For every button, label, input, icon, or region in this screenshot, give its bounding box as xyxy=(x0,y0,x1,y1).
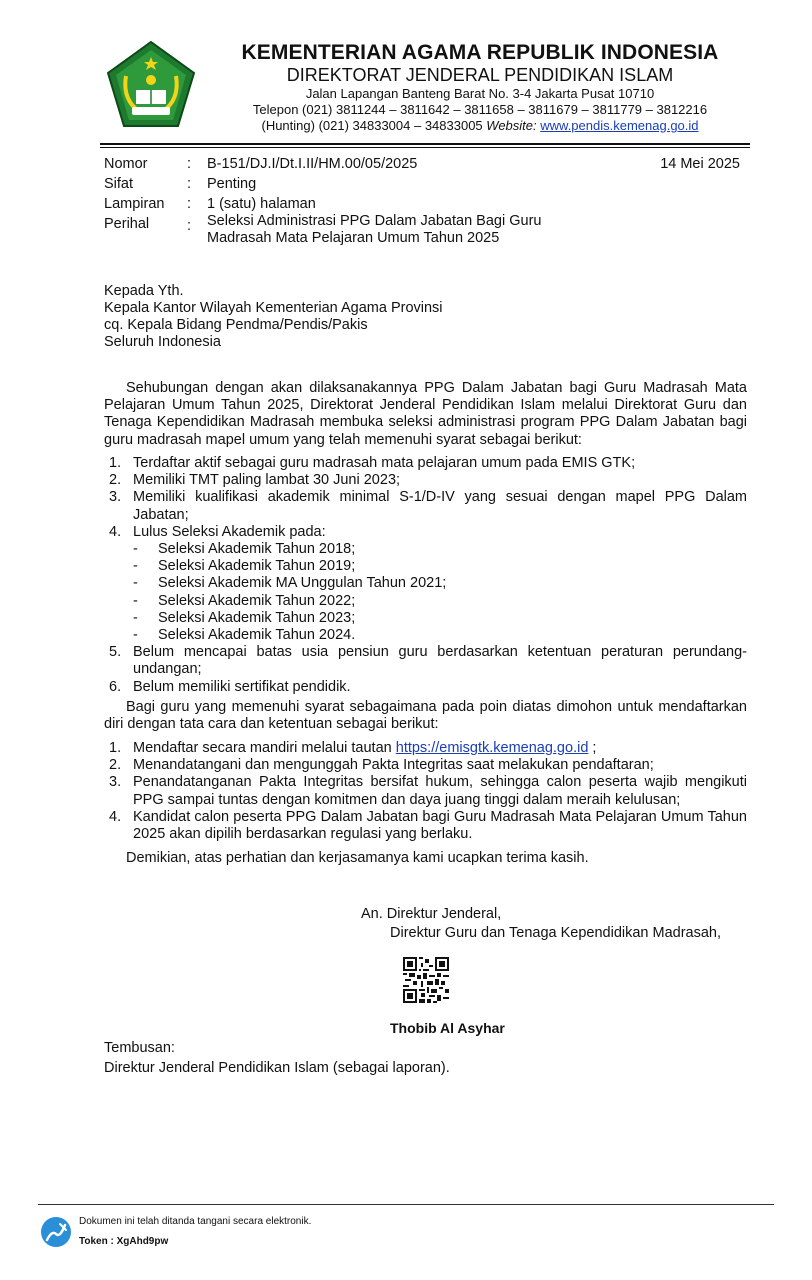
lampiran-colon: : xyxy=(187,196,192,212)
signatory-name: Thobib Al Asyhar xyxy=(390,1020,505,1036)
directorate-name: DIREKTORAT JENDERAL PENDIDIKAN ISLAM xyxy=(286,65,674,85)
qr-code xyxy=(403,957,449,1003)
e-signature-note: Dokumen ini telah ditanda tangani secara elektronik. xyxy=(79,1216,312,1227)
list-text: Memiliki kualifikasi akademik minimal S-1/D-IV yang sesuai dengan mapel PPG Dalam Jabatan; xyxy=(133,489,747,523)
nomor-label: Nomor xyxy=(104,156,148,172)
header-rule-thick xyxy=(100,143,750,145)
list-item xyxy=(109,644,747,678)
list-number: 6. xyxy=(109,678,122,695)
lampiran-value: 1 (satu) halaman xyxy=(207,196,316,212)
sifat-colon: : xyxy=(187,176,192,192)
list-number: 5. xyxy=(109,644,122,661)
website-link[interactable]: www.pendis.kemenag.go.id xyxy=(540,118,699,133)
list-dash: - xyxy=(133,575,138,592)
sifat-value: Penting xyxy=(207,176,257,192)
sub-list-text: Seleksi Akademik Tahun 2022; xyxy=(158,592,356,609)
list-text: Penandatanganan Pakta Integritas bersifat hukum, sehingga calon peserta wajib mengikuti PPG sampai tuntas dengan komitmen dan daya juang tinggi dalam meraih kelulusan; xyxy=(133,774,747,808)
list-text: Terdaftar aktif sebagai guru madrasah mata pelajaran umum pada EMIS GTK; xyxy=(133,455,636,471)
phone-line: Telepon (021) 3811244 – 3811642 – 3811658 – 3811679 – 3811779 – 3812216 xyxy=(252,102,708,117)
sub-list xyxy=(133,541,747,644)
registration-paragraph: Bagi guru yang memenuhi syarat sebagaimana pada poin diatas dimohon untuk mendaftarkan diri dengan tata cara dan ketentuan sebagai berikut: xyxy=(104,699,747,733)
hunting-line xyxy=(200,118,760,133)
list-number: 3. xyxy=(109,774,122,791)
emisgtk-link[interactable]: https://emisgtk.kemenag.go.id xyxy=(395,740,589,756)
intro-paragraph: Sehubungan dengan akan dilaksanakannya PPG Dalam Jabatan bagi Guru Madrasah Mata Pelajaran Umum Tahun 2025, Direktorat Jenderal Pendidikan Islam melalui Direktorat Guru dan Tenaga Kependidikan Madrasah membuka seleksi administrasi program PPG Dalam Jabatan bagi guru madrasah mapel umum yang telah memenuhi syarat sebagai berikut: xyxy=(104,380,747,448)
closing-sentence: Demikian, atas perhatian dan kerjasamanya kami ucapkan terima kasih. xyxy=(126,850,589,866)
steps-list xyxy=(109,740,747,843)
recipient-line-4: Seluruh Indonesia xyxy=(104,334,221,350)
list-item xyxy=(109,472,747,489)
perihal-line-2: Madrasah Mata Pelajaran Umum Tahun 2025 xyxy=(207,230,500,246)
list-dash: - xyxy=(133,592,138,609)
sub-list-item xyxy=(133,541,747,558)
sifat-label: Sifat xyxy=(104,176,134,192)
list-text: Lulus Seleksi Akademik pada: xyxy=(133,523,326,540)
sub-list-item xyxy=(133,609,747,627)
list-text: Mendaftar secara mandiri melalui tautan xyxy=(133,740,392,756)
list-text: Menandatangani dan mengunggah Pakta Integritas saat melakukan pendaftaran; xyxy=(133,757,654,774)
list-text: Belum memiliki sertifikat pendidik. xyxy=(133,678,351,695)
list-item xyxy=(109,523,747,541)
hunting-numbers: (Hunting) (021) 34833004 – 34833005 xyxy=(261,118,483,133)
recipient-line-1: Kepada Yth. xyxy=(104,283,184,299)
nomor-value: B-151/DJ.I/Dt.I.II/HM.00/05/2025 xyxy=(207,156,418,172)
list-item xyxy=(109,678,747,696)
ministry-name: KEMENTERIAN AGAMA REPUBLIK INDONESIA xyxy=(241,41,719,64)
signatory-position: Direktur Guru dan Tenaga Kependidikan Madrasah, xyxy=(390,925,722,941)
list-dash: - xyxy=(133,541,138,558)
list-dash: - xyxy=(133,558,138,575)
sub-list-item xyxy=(133,558,747,575)
list-item xyxy=(109,455,747,472)
nomor-colon: : xyxy=(187,156,192,172)
header-rule-thin xyxy=(100,147,750,148)
list-number: 4. xyxy=(109,808,122,825)
token-text: Token : XgAhd9pw xyxy=(79,1236,169,1247)
sub-list-text: Seleksi Akademik Tahun 2019; xyxy=(158,558,356,575)
recipient-line-2: Kepala Kantor Wilayah Kementerian Agama Provinsi xyxy=(104,300,443,316)
list-item xyxy=(109,757,747,774)
e-signature-icon xyxy=(40,1216,72,1248)
list-text: Kandidat calon peserta PPG Dalam Jabatan bagi Guru Madrasah Mata Pelajaran Umum Tahun 2025 akan dipilih berdasarkan regulasi yang berlaku. xyxy=(133,808,747,843)
list-number: 2. xyxy=(109,472,122,489)
cc-label: Tembusan: xyxy=(104,1040,175,1056)
footer-rule xyxy=(38,1204,774,1205)
kemenag-logo xyxy=(104,40,198,130)
list-item xyxy=(109,808,747,843)
list-item xyxy=(109,774,747,808)
letter-date: 14 Mei 2025 xyxy=(660,156,740,172)
lampiran-label: Lampiran xyxy=(104,196,165,212)
sub-list-item xyxy=(133,575,747,592)
requirements-list xyxy=(109,455,747,696)
perihal-label: Perihal xyxy=(104,216,150,232)
sub-list-item xyxy=(133,592,747,610)
list-dash: - xyxy=(133,609,138,626)
list-text-end: ; xyxy=(592,740,597,756)
sub-list-text: Seleksi Akademik Tahun 2024. xyxy=(158,627,356,644)
perihal-colon: : xyxy=(187,218,192,234)
sub-list-item xyxy=(133,627,747,644)
list-text: Belum mencapai batas usia pensiun guru berdasarkan ketentuan peraturan perundang-undangan; xyxy=(133,644,747,678)
sub-list-text: Seleksi Akademik Tahun 2018; xyxy=(158,541,356,558)
list-item xyxy=(109,489,747,523)
perihal-line-1: Seleksi Administrasi PPG Dalam Jabatan Bagi Guru xyxy=(207,213,542,229)
sub-list-text: Seleksi Akademik MA Unggulan Tahun 2021; xyxy=(158,575,447,592)
list-number: 1. xyxy=(109,740,122,756)
address-line: Jalan Lapangan Banteng Barat No. 3-4 Jakarta Pusat 10710 xyxy=(305,86,655,101)
list-number: 1. xyxy=(109,455,122,471)
list-number: 3. xyxy=(109,489,122,506)
list-text: Memiliki TMT paling lambat 30 Juni 2023; xyxy=(133,472,401,489)
sub-list-text: Seleksi Akademik Tahun 2023; xyxy=(158,609,356,626)
cc-item: Direktur Jenderal Pendidikan Islam (sebagai laporan). xyxy=(104,1060,450,1076)
list-item xyxy=(109,740,747,757)
website-label: Website: xyxy=(486,118,537,133)
on-behalf-line: An. Direktur Jenderal, xyxy=(361,906,502,922)
list-number: 2. xyxy=(109,757,122,774)
list-dash: - xyxy=(133,627,138,644)
list-number: 4. xyxy=(109,523,122,540)
recipient-line-3: cq. Kepala Bidang Pendma/Pendis/Pakis xyxy=(104,317,368,333)
